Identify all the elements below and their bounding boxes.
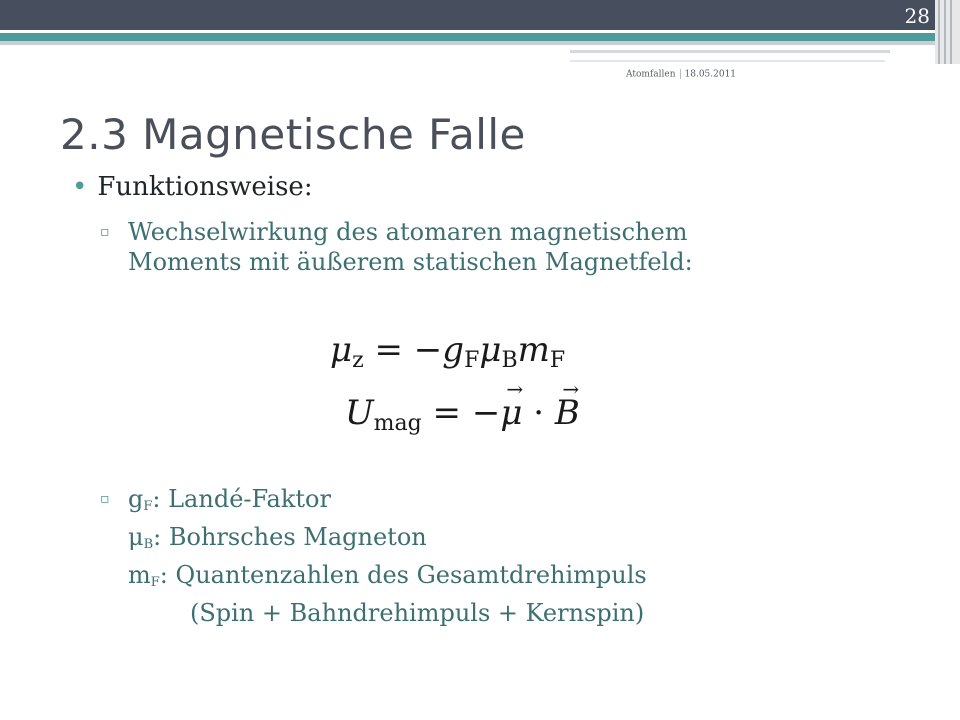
formula-operator: = − (363, 330, 443, 370)
square-bullet-icon: ▫ (100, 224, 110, 240)
bullet-item (72, 172, 313, 202)
side-panel-stripe (938, 0, 940, 64)
formula-magnetic-potential (345, 393, 580, 436)
definition-line (128, 484, 647, 522)
formula-magnetic-moment (330, 330, 565, 373)
definition-text: : Quantenzahlen des Gesamtdrehimpuls (159, 561, 647, 589)
bullet-dot-icon: • (72, 172, 88, 202)
definition-text: : Landé-Faktor (152, 485, 331, 513)
formula-subscript: F (549, 348, 566, 373)
definition-subscript: F (150, 575, 160, 590)
formula-vector-symbol: → μ (500, 393, 522, 433)
sub-bullet-definitions (100, 484, 647, 628)
definition-line (128, 522, 647, 560)
formula-operator: = − (421, 393, 501, 433)
definition-line (128, 598, 647, 628)
header-bar (0, 0, 935, 30)
definition-text: : Bohrsches Magneton (153, 523, 427, 551)
header-grey-stripe (0, 41, 935, 45)
sub-bullet-line: Wechselwirkung des atomaren magnetischem (128, 218, 688, 246)
definition-subscript: B (143, 537, 154, 552)
square-bullet-icon: ▫ (100, 491, 110, 507)
formula-subscript: mag (373, 411, 422, 436)
definition-symbol: m (128, 561, 151, 589)
header-divider-thin (570, 60, 885, 62)
formula-vector-symbol: → B (555, 393, 580, 433)
definition-line (128, 560, 647, 598)
formula-symbol: μ (479, 330, 502, 370)
meta-separator (680, 69, 681, 79)
definition-symbol: g (128, 485, 144, 513)
formula-symbol: g (442, 330, 465, 370)
side-panel-stripe (950, 0, 952, 64)
presentation-date: 18.05.2011 (684, 69, 737, 80)
formula-subscript: F (464, 348, 480, 373)
formula-symbol: U (345, 393, 374, 433)
formula-operator: · (522, 393, 555, 433)
formula-subscript: z (352, 348, 364, 373)
sub-bullet-line: Moments mit äußerem statischen Magnetfeld: (128, 248, 693, 276)
definition-symbol: μ (128, 523, 144, 551)
bullet-text: Funktionsweise: (97, 172, 313, 202)
side-panel-stripe (944, 0, 946, 64)
formula-symbol: μ (330, 330, 353, 370)
sub-bullet-interaction (100, 217, 693, 277)
formula-subscript: B (501, 348, 518, 373)
definition-text: (Spin + Bahndrehimpuls + Kernspin) (190, 599, 645, 627)
header-divider (570, 50, 890, 53)
slide-title: 2.3 Magnetische Falle (60, 110, 526, 159)
definition-subscript: F (143, 499, 153, 514)
slide-number: 28 (904, 4, 930, 28)
header-accent-stripe (0, 33, 935, 41)
formula-symbol: m (517, 330, 550, 370)
slide-meta (626, 69, 736, 80)
presentation-title: Atomfallen (626, 69, 676, 80)
